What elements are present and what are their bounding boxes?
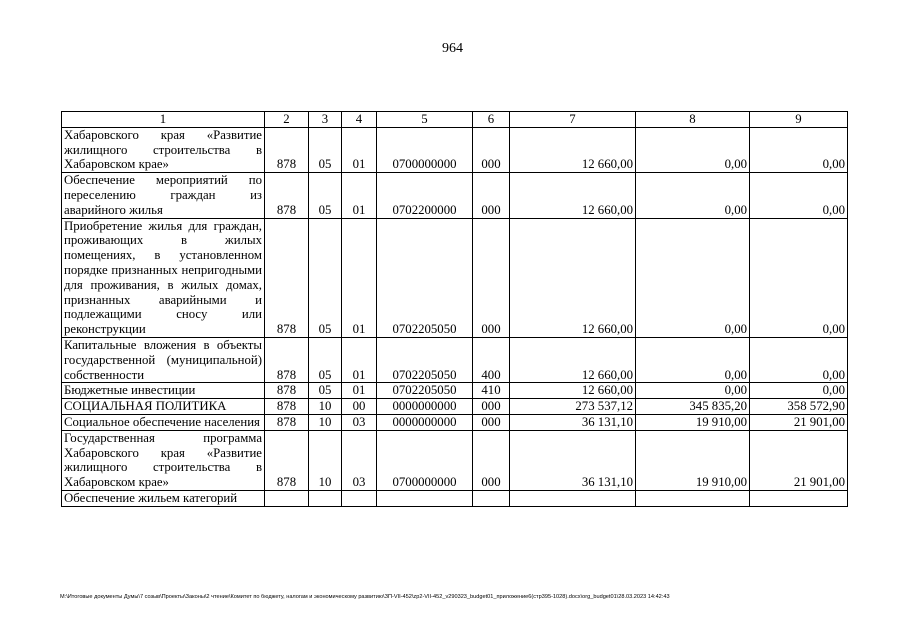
amount-col7: 36 131,10 xyxy=(510,430,636,490)
item-name: Государственная программа Хабаровского края «Развитие жилищного строительства в Хабаровском крае» xyxy=(62,430,265,490)
amount-col7: 36 131,10 xyxy=(510,414,636,430)
target-article-code: 0000000000 xyxy=(377,399,473,415)
table-row xyxy=(62,399,848,415)
ministry-code: 878 xyxy=(265,383,309,399)
expense-type-code: 000 xyxy=(473,127,510,172)
column-number: 8 xyxy=(636,112,750,128)
column-number: 2 xyxy=(265,112,309,128)
expense-type-code xyxy=(473,490,510,506)
ministry-code: 878 xyxy=(265,430,309,490)
section-code: 10 xyxy=(309,414,342,430)
column-number: 5 xyxy=(377,112,473,128)
amount-col9: 21 901,00 xyxy=(750,430,848,490)
amount-col8: 19 910,00 xyxy=(636,414,750,430)
amount-col9: 0,00 xyxy=(750,127,848,172)
amount-col7: 273 537,12 xyxy=(510,399,636,415)
subsection-code: 03 xyxy=(342,414,377,430)
expense-type-code: 000 xyxy=(473,218,510,337)
column-number: 3 xyxy=(309,112,342,128)
subsection-code xyxy=(342,490,377,506)
page-number: 964 xyxy=(442,41,463,56)
section-code: 05 xyxy=(309,173,342,218)
target-article-code: 0000000000 xyxy=(377,414,473,430)
amount-col7: 12 660,00 xyxy=(510,173,636,218)
amount-col8 xyxy=(636,490,750,506)
ministry-code xyxy=(265,490,309,506)
amount-col9: 0,00 xyxy=(750,218,848,337)
amount-col7: 12 660,00 xyxy=(510,127,636,172)
subsection-code: 01 xyxy=(342,173,377,218)
ministry-code: 878 xyxy=(265,399,309,415)
item-name: Социальное обеспечение населения xyxy=(62,414,265,430)
budget-table xyxy=(61,111,848,507)
ministry-code: 878 xyxy=(265,127,309,172)
ministry-code: 878 xyxy=(265,414,309,430)
expense-type-code: 400 xyxy=(473,337,510,382)
item-name: Обеспечение мероприятий по переселению граждан из аварийного жилья xyxy=(62,173,265,218)
amount-col8: 345 835,20 xyxy=(636,399,750,415)
section-code: 05 xyxy=(309,218,342,337)
amount-col8: 0,00 xyxy=(636,218,750,337)
table-row xyxy=(62,430,848,490)
ministry-code: 878 xyxy=(265,173,309,218)
item-name: Хабаровского края «Развитие жилищного строительства в Хабаровском крае» xyxy=(62,127,265,172)
table-row xyxy=(62,414,848,430)
target-article-code xyxy=(377,490,473,506)
amount-col9: 0,00 xyxy=(750,383,848,399)
table-row xyxy=(62,337,848,382)
item-name: СОЦИАЛЬНАЯ ПОЛИТИКА xyxy=(62,399,265,415)
item-name: Бюджетные инвестиции xyxy=(62,383,265,399)
section-code xyxy=(309,490,342,506)
column-number: 1 xyxy=(62,112,265,128)
document-path-footer: M:\Итоговые документы Думы\7 созыв\Проекты\Законы\2 чтение\Комитет по бюджету, налогам и экономическому развитию\ЗП-VII-452\zp2-VII-452_v290323_budget01_приложение6(стр395-1028).docx\org_budget01\28.03.2023 14:42:43 xyxy=(60,594,670,600)
section-code: 05 xyxy=(309,383,342,399)
ministry-code: 878 xyxy=(265,218,309,337)
table-row xyxy=(62,383,848,399)
section-code: 05 xyxy=(309,127,342,172)
section-code: 05 xyxy=(309,337,342,382)
table-row xyxy=(62,218,848,337)
column-number: 7 xyxy=(510,112,636,128)
section-code: 10 xyxy=(309,399,342,415)
amount-col8: 0,00 xyxy=(636,127,750,172)
table-row xyxy=(62,490,848,506)
amount-col9 xyxy=(750,490,848,506)
ministry-code: 878 xyxy=(265,337,309,382)
table-row xyxy=(62,173,848,218)
subsection-code: 01 xyxy=(342,337,377,382)
amount-col7: 12 660,00 xyxy=(510,337,636,382)
target-article-code: 0702205050 xyxy=(377,218,473,337)
item-name: Капитальные вложения в объекты государственной (муниципальной) собственности xyxy=(62,337,265,382)
section-code: 10 xyxy=(309,430,342,490)
amount-col9: 0,00 xyxy=(750,173,848,218)
amount-col7: 12 660,00 xyxy=(510,218,636,337)
column-number: 6 xyxy=(473,112,510,128)
amount-col8: 19 910,00 xyxy=(636,430,750,490)
target-article-code: 0700000000 xyxy=(377,430,473,490)
subsection-code: 03 xyxy=(342,430,377,490)
expense-type-code: 000 xyxy=(473,430,510,490)
column-number: 9 xyxy=(750,112,848,128)
expense-type-code: 410 xyxy=(473,383,510,399)
amount-col9: 21 901,00 xyxy=(750,414,848,430)
amount-col8: 0,00 xyxy=(636,173,750,218)
expense-type-code: 000 xyxy=(473,399,510,415)
target-article-code: 0702200000 xyxy=(377,173,473,218)
amount-col7: 12 660,00 xyxy=(510,383,636,399)
amount-col9: 358 572,90 xyxy=(750,399,848,415)
subsection-code: 01 xyxy=(342,383,377,399)
target-article-code: 0700000000 xyxy=(377,127,473,172)
target-article-code: 0702205050 xyxy=(377,337,473,382)
expense-type-code: 000 xyxy=(473,173,510,218)
amount-col9: 0,00 xyxy=(750,337,848,382)
table-row xyxy=(62,127,848,172)
item-name: Обеспечение жильем категорий xyxy=(62,490,265,506)
amount-col7 xyxy=(510,490,636,506)
column-number: 4 xyxy=(342,112,377,128)
expense-type-code: 000 xyxy=(473,414,510,430)
item-name: Приобретение жилья для граждан, проживающих в жилых помещениях, в установленном порядке признанных непригодными для проживания, в жилых домах, признанных аварийными и подлежащими сносу или реконструкции xyxy=(62,218,265,337)
subsection-code: 01 xyxy=(342,127,377,172)
target-article-code: 0702205050 xyxy=(377,383,473,399)
column-numbers-row xyxy=(62,112,848,128)
subsection-code: 01 xyxy=(342,218,377,337)
amount-col8: 0,00 xyxy=(636,337,750,382)
subsection-code: 00 xyxy=(342,399,377,415)
amount-col8: 0,00 xyxy=(636,383,750,399)
